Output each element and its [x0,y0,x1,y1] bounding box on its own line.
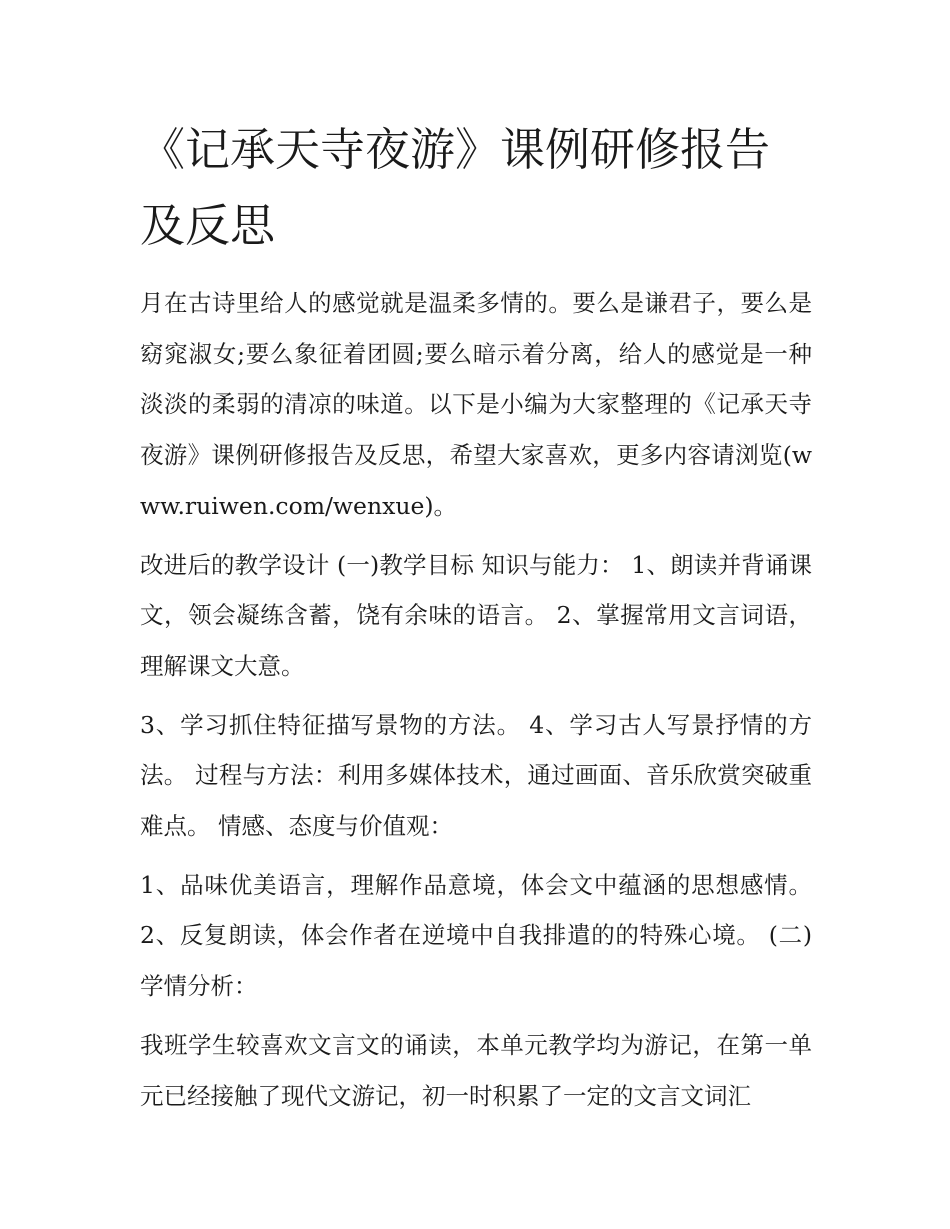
student-analysis-paragraph: 我班学生较喜欢文言文的诵读，本单元教学均为游记，在第一单元已经接触了现代文游记，初一时积累了一定的文言文词汇 [140,1030,812,1110]
emotion-goals-paragraph: 1、品味优美语言，理解作品意境，体会文中蕴涵的思想感情。 2、反复朗读，体会作者在逆境中自我排遣的的特殊心境。 (二)学情分析： [140,870,812,1001]
methods-paragraph: 3、学习抓住特征描写景物的方法。 4、学习古人写景抒情的方法。 过程与方法：利用多媒体技术，通过画面、音乐欣赏突破重难点。 情感、态度与价值观： [140,710,812,841]
document-body [140,112,812,1121]
teaching-design-paragraph: 改进后的教学设计 (一)教学目标 知识与能力： 1、朗读并背诵课文，领会凝练含蓄，饶有余味的语言。 2、掌握常用文言词语，理解课文大意。 [140,550,812,680]
document-title: 《记承天寺夜游》课例研修报告及反思 [140,123,771,252]
intro-paragraph: 月在古诗里给人的感觉就是温柔多情的。要么是谦君子，要么是窈窕淑女;要么象征着团圆;要么暗示着分离，给人的感觉是一种淡淡的柔弱的清凉的味道。以下是小编为大家整理的《记承天寺夜游》课例研修报告及反思，希望大家喜欢，更多内容请浏览(www.ruiwen.com/wenxue)。 [140,289,812,520]
